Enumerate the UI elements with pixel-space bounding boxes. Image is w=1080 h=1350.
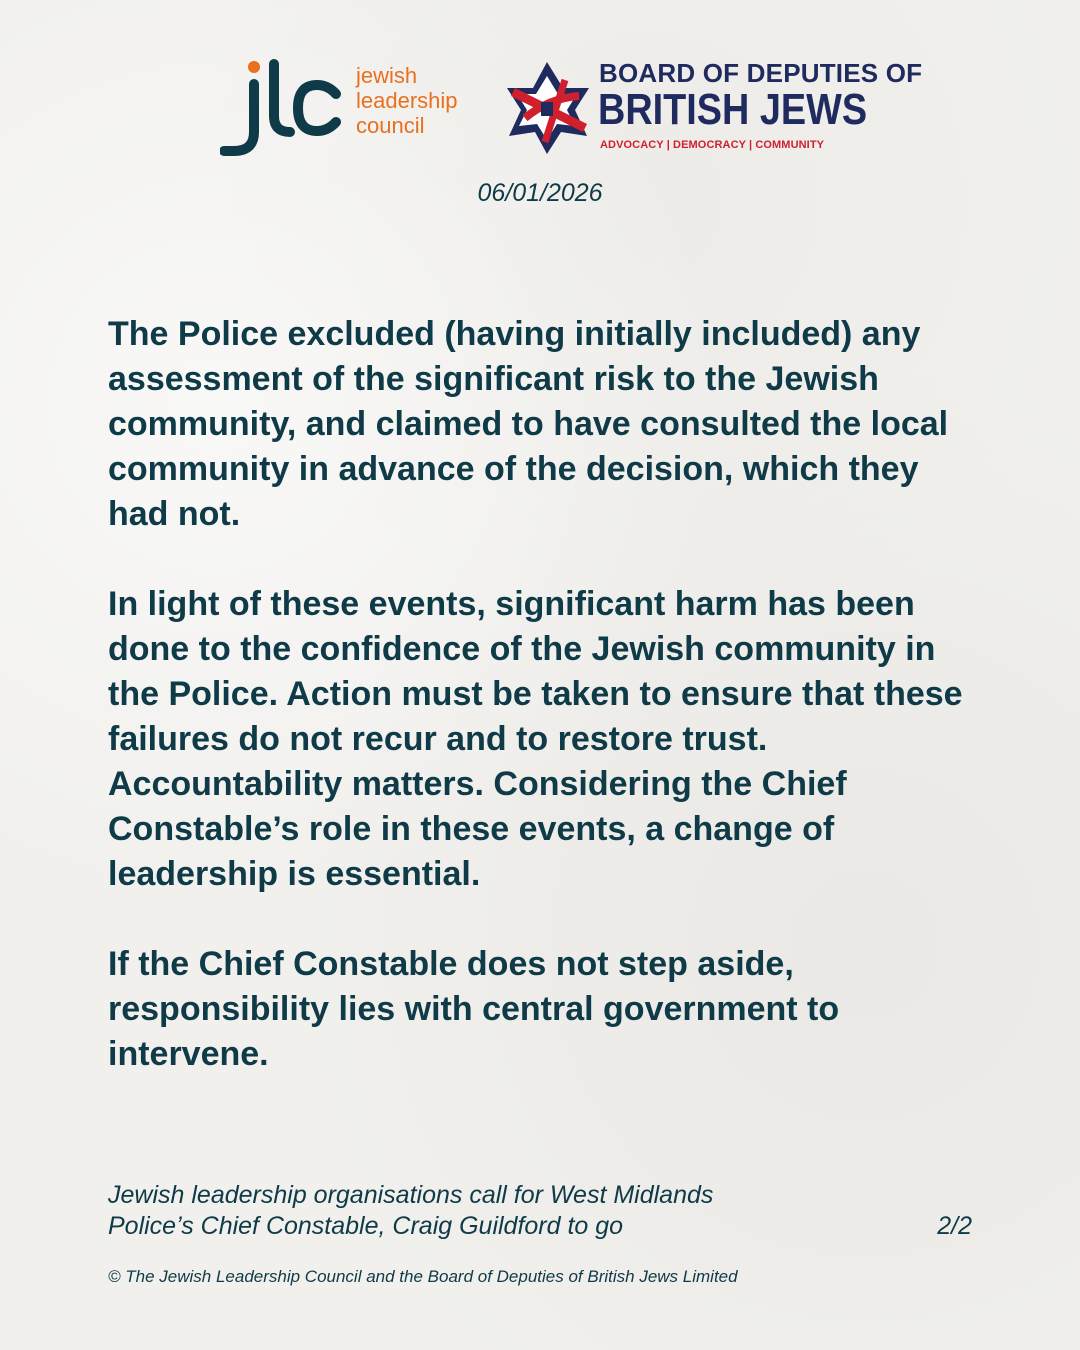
statement-body — [108, 312, 988, 1122]
bod-title-line2: BRITISH JEWS — [598, 85, 868, 134]
footer-title-line2: Police’s Chief Constable, Craig Guildford to go — [108, 1212, 624, 1240]
jlc-word-jewish: jewish — [356, 63, 418, 88]
star-of-david-flag-icon — [505, 58, 589, 154]
page-number: 2/2 — [937, 1212, 972, 1240]
jlc-logo — [220, 58, 480, 158]
paragraph-2: In light of these events, significant harm has been done to the confidence of the Jewish community in the Police. Action must be taken to ensure that these failures do not recur and to restore trust. Accountability matters. Considering the Chief Constable’s role in these events, a change of leadership is essential. — [108, 585, 963, 893]
bod-tagline: ADVOCACY | DEMOCRACY | COMMUNITY — [600, 139, 825, 151]
paragraph-1: The Police excluded (having initially included) any assessment of the significant risk to the Jewish community, and claimed to have consulted the local community in advance of the decision, which they had not. — [108, 315, 949, 533]
jlc-logo-mark-icon — [220, 58, 345, 158]
jlc-word-leadership: leadership — [356, 88, 458, 113]
date: 06/01/2026 — [477, 179, 603, 207]
jlc-wordmark — [356, 63, 458, 138]
board-of-deputies-logo — [505, 58, 923, 158]
footer-title — [108, 1180, 868, 1242]
bod-title-line1: BOARD OF DEPUTIES OF — [599, 58, 923, 88]
copyright-notice: © The Jewish Leadership Council and the Board of Deputies of British Jews Limited — [108, 1267, 738, 1286]
footer-title-line1: Jewish leadership organisations call for West Midlands — [108, 1181, 714, 1209]
header — [0, 58, 1080, 168]
paragraph-3: If the Chief Constable does not step aside, responsibility lies with central government to intervene. — [108, 945, 840, 1073]
jlc-word-council: council — [356, 113, 425, 138]
